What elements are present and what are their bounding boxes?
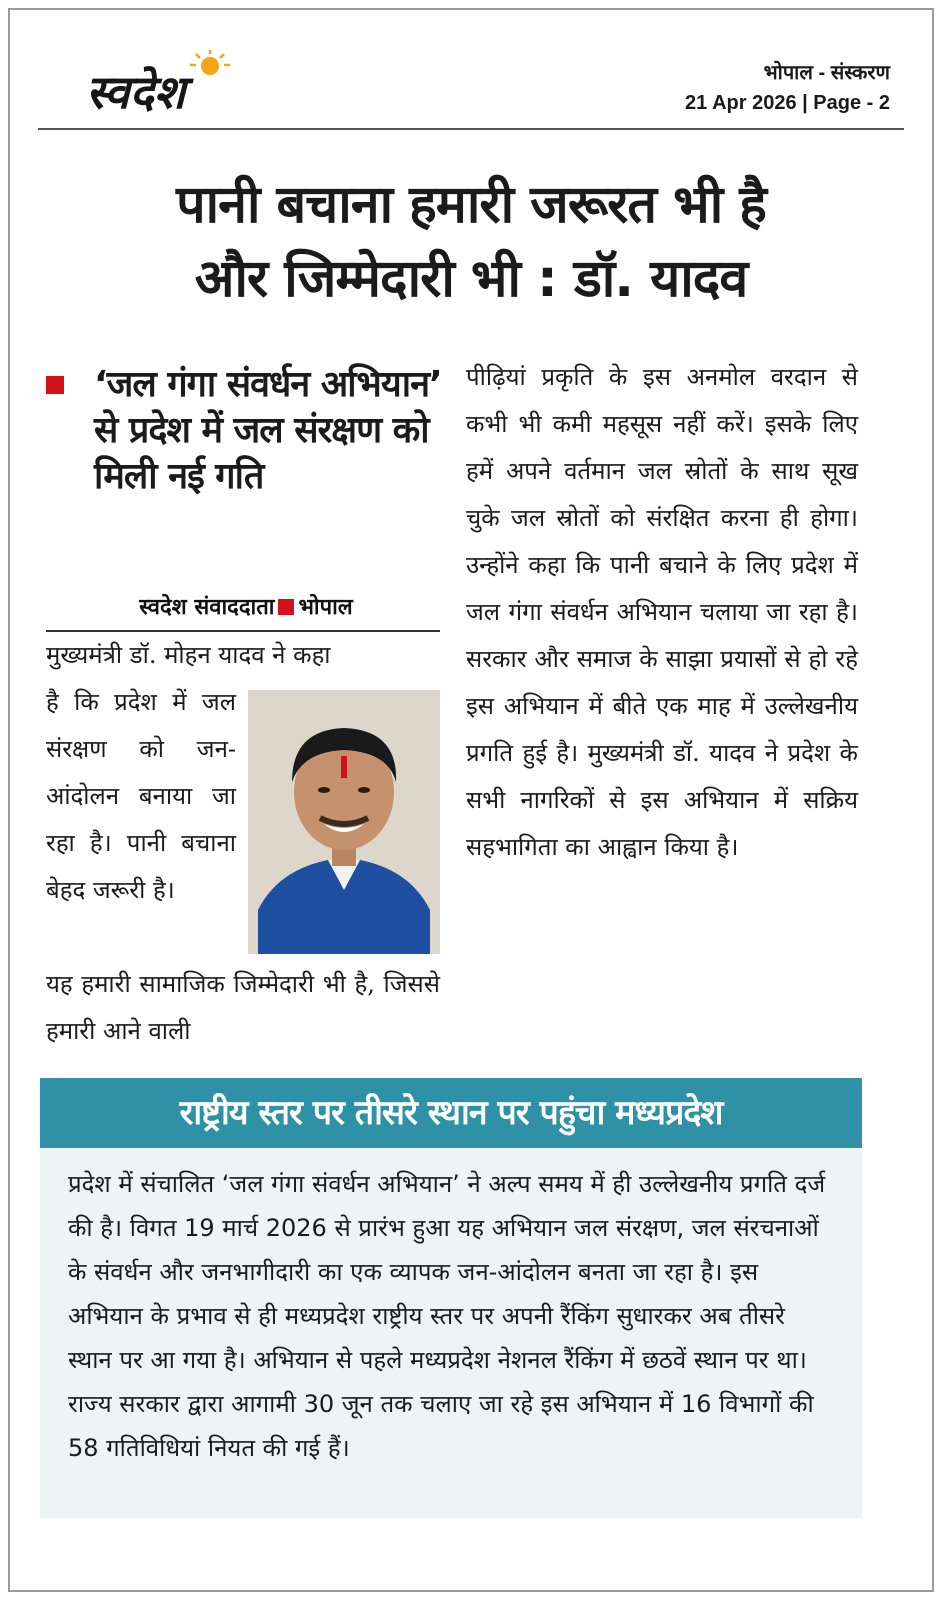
masthead (70, 50, 890, 130)
svg-text:स्वदेश: स्वदेश (86, 65, 186, 119)
chief-minister-photo (248, 690, 440, 954)
byline (46, 590, 446, 626)
headline-line-2: और जिम्मेदारी भी : डॉ. यादव (194, 249, 748, 309)
subheadline (46, 362, 446, 500)
edition-name: भोपाल - संस्करण (763, 62, 890, 84)
headline-line-1: पानी बचाना हमारी जरूरत भी है (176, 175, 766, 235)
portrait-illustration (248, 690, 440, 954)
byline-place: भोपाल (298, 595, 353, 620)
subheadline-text: ‘जल गंगा संवर्धन अभियान’ से प्रदेश में जल संरक्षण को मिली नई गति (94, 364, 442, 497)
article-text-left-narrow: है कि प्रदेश में जल संरक्षण को जन-आंदोलन बनाया जा रहा है। पानी बचाना बेहद जरूरी है। (46, 688, 236, 904)
sun-icon (190, 50, 230, 75)
info-box (40, 1078, 862, 1518)
headline (38, 168, 904, 316)
article-text-left-top: मुख्यमंत्री डॉ. मोहन यादव ने कहा (46, 641, 331, 669)
byline-author: स्वदेश संवाददाता (139, 595, 275, 620)
info-box-body: प्रदेश में संचालित ‘जल गंगा संवर्धन अभियान’ ने अल्प समय में ही उल्लेखनीय प्रगति दर्ज की है। विगत 19 मार्च 2026 से प्रारंभ हुआ यह अभियान जल संरक्षण, जल संरचनाओं के संवर्धन और जनभागीदारी का एक व्यापक जन-आंदोलन बनता जा रहा है। इस अभियान के प्रभाव से ही मध्यप्रदेश राष्ट्रीय स्तर पर अपनी रैंकिंग सुधारकर अब तीसरे स्थान पर आ गया है। अभियान से पहले मध्यप्रदेश नेशनल रैंकिंग में छठवें स्थान पर था। राज्य सरकार द्वारा आगामी 30 जून तक चलाए जा रहे इस अभियान में 16 विभागों की 58 गतिविधियां नियत की गई हैं। (68, 1170, 826, 1462)
date-page: 21 Apr 2026 | Page - 2 (685, 92, 890, 114)
swadesh-logo (80, 50, 320, 120)
newspaper-clipping (8, 8, 934, 1592)
article-text-left-bottom: यह हमारी सामाजिक जिम्मेदारी भी है, जिससे हमारी आने वाली (46, 970, 440, 1045)
masthead-rule (38, 128, 904, 130)
info-box-title: राष्ट्रीय स्तर पर तीसरे स्थान पर पहुंचा मध्यप्रदेश (40, 1078, 862, 1148)
red-square-icon (278, 599, 294, 615)
article-text-right: पीढ़ियां प्रकृति के इस अनमोल वरदान से कभी भी कमी महसूस नहीं करें। इसके लिए हमें अपने वर्तमान जल स्रोतों के साथ सूख चुके जल स्रोतों को संरक्षित करना ही होगा। उन्होंने कहा कि पानी बचाने के लिए प्रदेश में जल गंगा संवर्धन अभियान चलाया जा रहा है। सरकार और समाज के साझा प्रयासों से हो रहे इस अभियान में बीते एक माह में उल्लेखनीय प्रगति हुई है। मुख्यमंत्री डॉ. यादव ने प्रदेश के सभी नागरिकों से इस अभियान में सक्रिय सहभागिता का आह्वान किया है। (466, 363, 858, 861)
edition-info (685, 58, 890, 118)
red-bullet-icon (46, 376, 64, 394)
